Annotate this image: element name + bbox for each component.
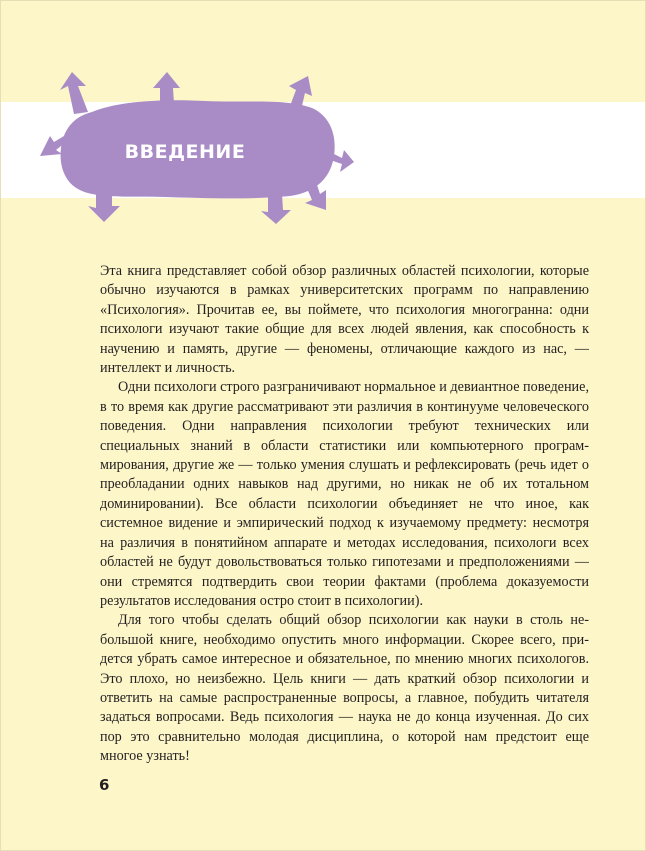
section-badge: [0, 0, 646, 240]
body-text: [100, 262, 589, 767]
paragraph: Одни психологи строго разграничивают нормальное и девиантное поведение, в то время как другие рассматривают эти различия в континууме человеческого поведения. Одни направления психологии требуют технических или специальных знаний в области статистики или компьютерного программирования, другие же — только умения слушать и рефлексировать (речь идет о преобладании одних навыков над другими, но никак не об их тотальном доминировании). Все области психологии объединяет не что иное, как системное видение и эмпирический подход к изучаемому предмету: несмотря на различия в понятийном аппарате и методах исследования, психологи всех областей не будут довольствоваться только гипотезами и предположениями — они стремятся подтвердить свои теории фактами (проблема доказуемости результатов исследования остро стоит в психологии).: [100, 379, 589, 609]
paragraph: Для того чтобы сделать общий обзор психологии как науки в столь небольшой книге, необходимо опустить много информации. Скорее всего, придется убрать самое интересное и обязательное, по мнению многих психологов. Это плохо, но неизбежно. Цель книги — дать краткий обзор психологии и ответить на самые распространенные вопросы, а главное, побудить читателя задаться вопросами. Ведь психология — наука не до конца изученная. До сих пор это сравнительно молодая дисциплина, о которой нам предстоит еще многое узнать!: [100, 612, 589, 765]
paragraph: Эта книга представляет собой обзор различных областей психологии, которые обычно изучаются в рамках университетских программ по направлению «Психология». Прочитав ее, вы поймете, что психология многогранна: одни психологи изучают такие общие для всех людей явления, как способность к научению и память, другие — феномены, отличающие каждого из нас, — интеллект и личность.: [100, 263, 589, 377]
page-number: 6: [99, 776, 110, 794]
section-title: ВВЕДЕНИЕ: [124, 141, 246, 163]
